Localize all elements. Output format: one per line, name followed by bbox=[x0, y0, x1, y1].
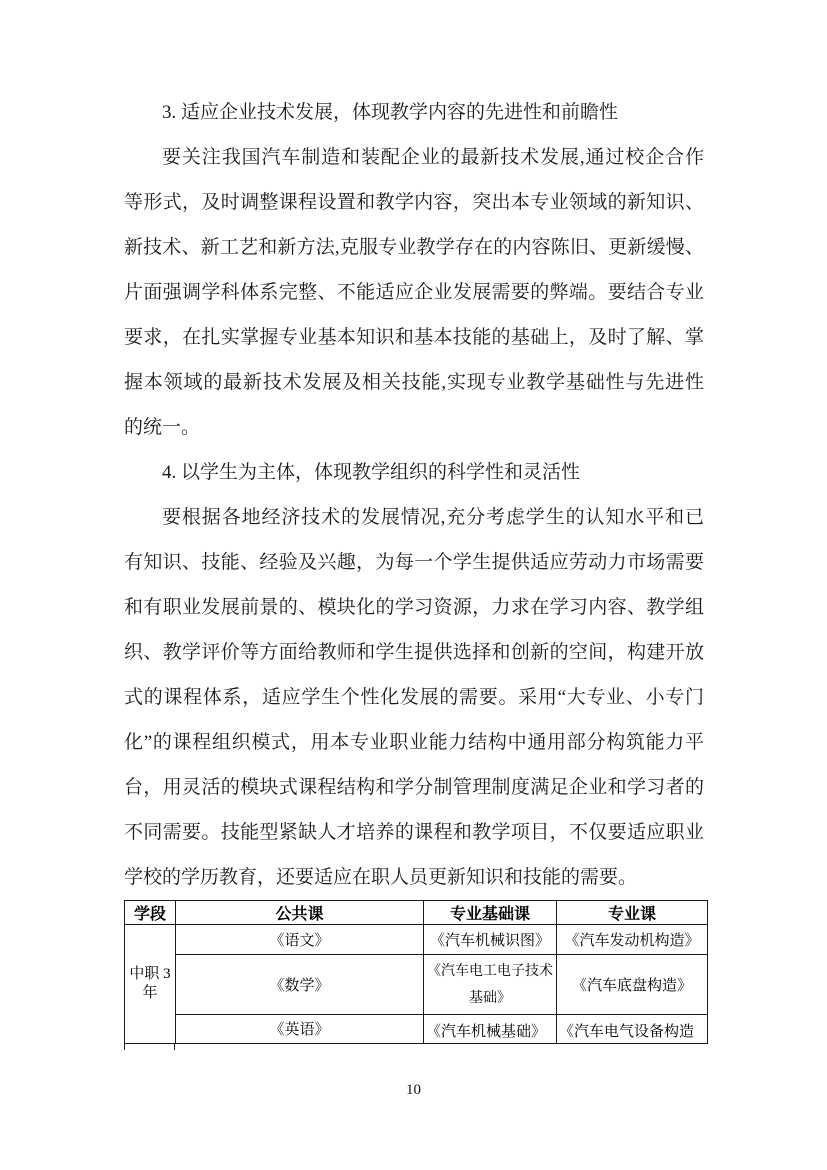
body-line: 要求，在扎实掌握专业基本知识和基本技能的基础上，及时了解、掌 bbox=[124, 327, 704, 348]
curriculum-table bbox=[124, 900, 707, 1044]
body-line: 要根据各地经济技术的发展情况,充分考虑学生的认知水平和已 bbox=[162, 507, 704, 528]
header-cell-stage: 学段 bbox=[125, 901, 176, 925]
body-line: 3. 适应企业技术发展，体现教学内容的先进性和前瞻性 bbox=[162, 102, 619, 123]
body-line: 有知识、技能、经验及兴趣，为每一个学生提供适应劳动力市场需要 bbox=[124, 552, 704, 573]
body-line: 化”的课程组织模式，用本专业职业能力结构中通用部分构筑能力平 bbox=[124, 732, 704, 753]
cell-public: 《数学》 bbox=[176, 955, 424, 1015]
stage-cell: 中职 3 年 bbox=[125, 925, 176, 1044]
body-line: 要关注我国汽车制造和装配企业的最新技术发展,通过校企合作 bbox=[162, 147, 704, 168]
table-row bbox=[125, 955, 708, 1015]
cell-major: 《汽车底盘构造》 bbox=[557, 955, 708, 1015]
body-line: 学校的学历教育，还要适应在职人员更新知识和技能的需要。 bbox=[124, 867, 638, 888]
cell-major: 《汽车发动机构造》 bbox=[557, 925, 708, 955]
body-text bbox=[124, 90, 704, 900]
cell-basic: 《汽车电工电子技术基础》 bbox=[424, 955, 557, 1015]
body-line: 不同需要。技能型紧缺人才培养的课程和教学项目，不仅要适应职业 bbox=[124, 822, 704, 843]
body-line: 和有职业发展前景的、模块化的学习资源，力求在学习内容、教学组 bbox=[124, 597, 704, 618]
cell-major: 《汽车电气设备构造 bbox=[557, 1015, 708, 1044]
body-line: 新技术、新工艺和新方法,克服专业教学存在的内容陈旧、更新缓慢、 bbox=[124, 237, 704, 258]
body-line: 织、教学评价等方面给教师和学生提供选择和创新的空间，构建开放 bbox=[124, 642, 704, 663]
cell-basic: 《汽车机械识图》 bbox=[424, 925, 557, 955]
table-continuation-stub bbox=[174, 1044, 175, 1050]
header-cell-public: 公共课 bbox=[176, 901, 424, 925]
body-line: 握本领域的最新技术发展及相关技能,实现专业教学基础性与先进性 bbox=[124, 372, 704, 393]
table-row bbox=[125, 1015, 708, 1044]
body-line: 式的课程体系，适应学生个性化发展的需要。采用“大专业、小专门 bbox=[124, 687, 704, 708]
page-number: 10 bbox=[406, 1082, 421, 1098]
cell-basic: 《汽车机械基础》 bbox=[424, 1015, 557, 1044]
table-header-row bbox=[125, 901, 708, 925]
body-line: 片面强调学科体系完整、不能适应企业发展需要的弊端。要结合专业 bbox=[124, 282, 704, 303]
body-line: 等形式，及时调整课程设置和教学内容，突出本专业领域的新知识、 bbox=[124, 192, 704, 213]
body-line: 的统一。 bbox=[124, 417, 201, 438]
cell-public: 《英语》 bbox=[176, 1015, 424, 1044]
cell-public: 《语文》 bbox=[176, 925, 424, 955]
body-line: 台，用灵活的模块式课程结构和学分制管理制度满足企业和学习者的 bbox=[124, 777, 704, 798]
header-cell-basic: 专业基础课 bbox=[424, 901, 557, 925]
table-continuation-stub bbox=[124, 1044, 125, 1050]
header-cell-major: 专业课 bbox=[557, 901, 708, 925]
table-row bbox=[125, 925, 708, 955]
body-line: 4. 以学生为主体，体现教学组织的科学性和灵活性 bbox=[162, 462, 581, 483]
